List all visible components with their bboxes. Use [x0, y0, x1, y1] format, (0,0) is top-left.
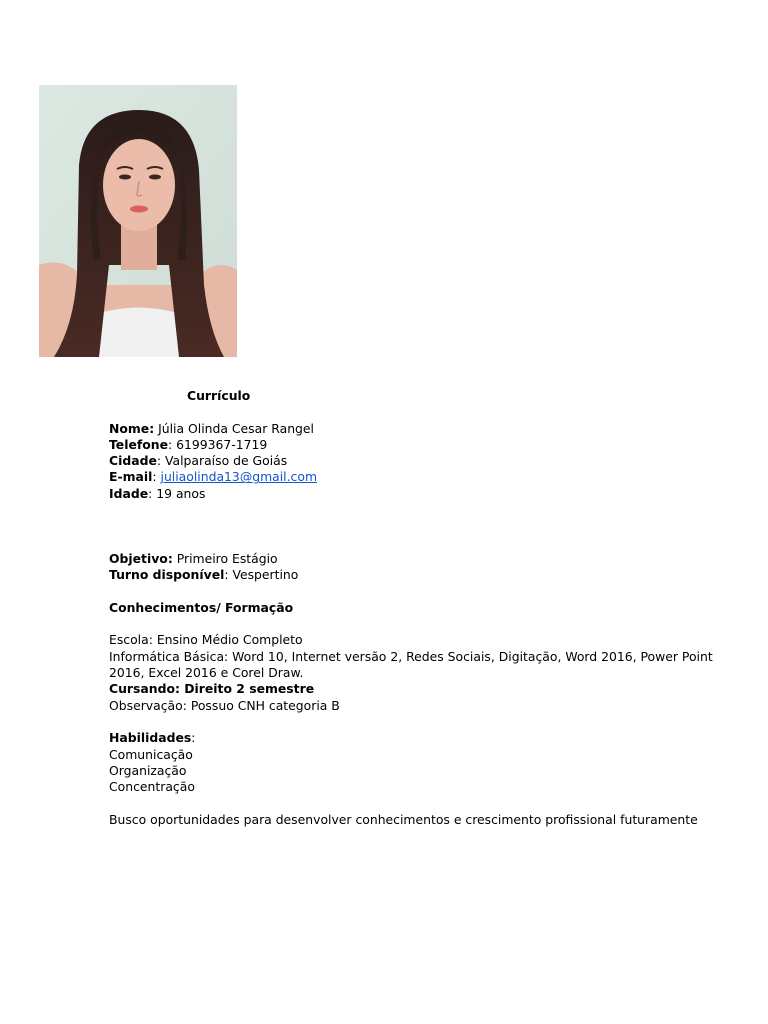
spacer: [109, 404, 729, 420]
city-value: : Valparaíso de Goiás: [156, 453, 288, 469]
age-value: : 19 anos: [148, 485, 206, 501]
spacer: [109, 535, 729, 551]
city-row: [109, 453, 729, 469]
spacer: [109, 584, 729, 600]
closing-statement: Busco oportunidades para desenvolver conhecimentos e crescimento profissional futuramente: [109, 811, 698, 827]
spacer: [109, 714, 729, 730]
skill-item: Concentração: [109, 779, 195, 795]
name-label: Nome:: [109, 420, 155, 436]
skill-item: Organização: [109, 762, 187, 778]
name-value: Júlia Olinda Cesar Rangel: [154, 420, 314, 436]
email-separator: :: [152, 469, 161, 485]
spacer: [109, 518, 729, 534]
computing-line: Informática Básica: Word 10, Internet versão 2, Redes Sociais, Digitação, Word 2016, Power Point 2016, Excel 2016 e Corel Draw.: [109, 648, 713, 681]
skills-colon: :: [191, 730, 196, 746]
age-label: Idade: [109, 485, 149, 501]
skills-heading: Habilidades: [109, 730, 192, 746]
phone-label: Telefone: [109, 436, 168, 452]
objective-value: Primeiro Estágio: [172, 550, 278, 566]
email-row: [109, 469, 729, 485]
email-link[interactable]: juliaolinda13@gmail.com: [160, 469, 318, 485]
skills-heading-row: [109, 730, 729, 746]
phone-value: : 6199367-1719: [168, 436, 268, 452]
objective-row: [109, 551, 729, 567]
phone-row: [109, 437, 729, 453]
note-line: Observação: Possuo CNH categoria B: [109, 697, 340, 713]
objective-label: Objetivo:: [109, 550, 173, 566]
document-title: Currículo: [187, 388, 251, 403]
name-row: [109, 421, 729, 437]
spacer: [109, 502, 729, 518]
age-row: [109, 486, 729, 502]
city-label: Cidade: [109, 453, 157, 469]
shift-value: : Vespertino: [224, 567, 299, 583]
school-line: Escola: Ensino Médio Completo: [109, 632, 303, 648]
spacer: [109, 616, 729, 632]
profile-photo: [39, 85, 237, 357]
skill-item: Comunicação: [109, 746, 193, 762]
shift-label: Turno disponível: [109, 567, 225, 583]
education-heading: Conhecimentos/ Formação: [109, 599, 294, 615]
studying-line: Cursando: Direito 2 semestre: [109, 681, 315, 697]
resume-document: [109, 388, 729, 828]
portrait-image: [39, 85, 237, 357]
shift-row: [109, 567, 729, 583]
spacer: [109, 795, 729, 811]
email-label: E-mail: [109, 469, 153, 485]
